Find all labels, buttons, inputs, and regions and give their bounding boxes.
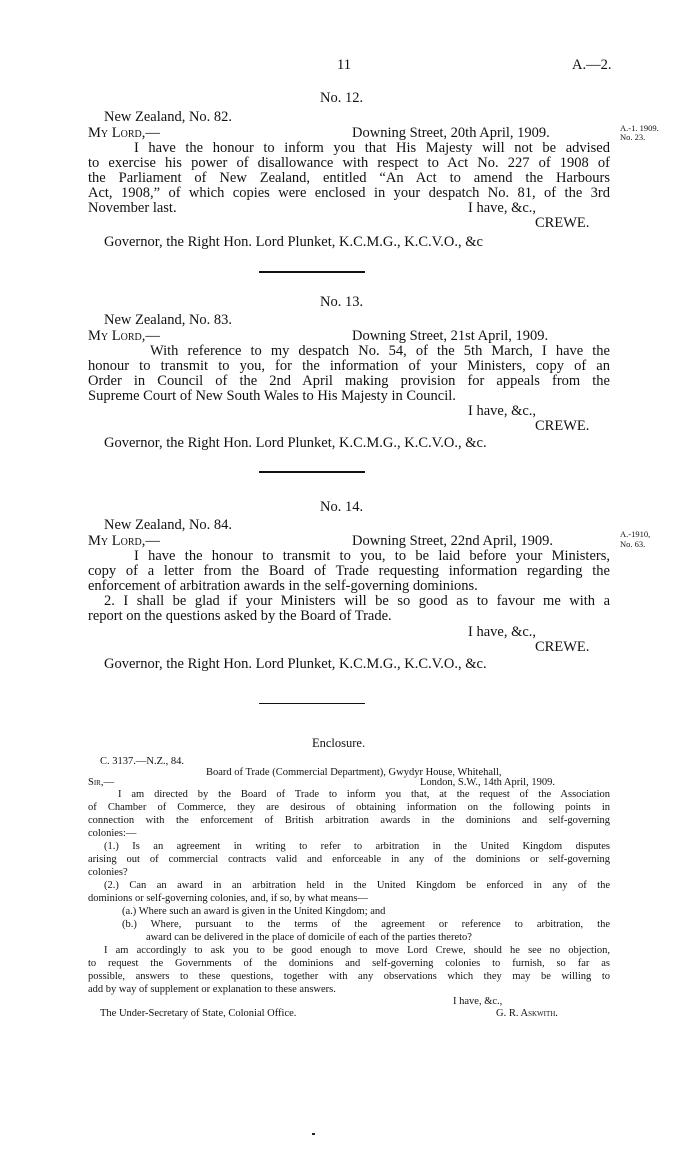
despatch-12-body-line: to exercise his power of disallowance with respect to Act No. 227 of 1908 of <box>88 155 610 171</box>
enclosure-question-2: (2.) Can an award in an arbitration held in the United Kingdom be enforced in any of the <box>104 880 610 891</box>
section-divider <box>259 271 365 273</box>
despatch-14-body-line: copy of a letter from the Board of Trade requesting information regarding the <box>88 563 610 579</box>
despatch-14-paragraph-2-last: report on the questions asked by the Board of Trade. <box>88 608 392 624</box>
despatch-12-addressee: Governor, the Right Hon. Lord Plunket, K.C.M.G., K.C.V.O., &c <box>104 234 483 250</box>
despatch-13-body-line: Order in Council of the 2nd April making provision for appeals from the <box>88 373 610 389</box>
despatch-12-body-line: the Parliament of New Zealand, entitled “An Act to amend the Harbours <box>88 170 610 186</box>
despatch-13-dateline: Downing Street, 21st April, 1909. <box>352 328 549 344</box>
enclosure-final-line: I am accordingly to ask you to be good enough to move Lord Crewe, should he see no objection, <box>104 945 610 956</box>
despatch-14-paragraph-2: 2. I shall be glad if your Ministers will be so good as to favour me with a <box>104 593 610 609</box>
enclosure-signature: G. R. Askwith. <box>496 1008 558 1019</box>
despatch-12-body-line: I have the honour to inform you that His Majesty will not be advised <box>134 140 610 156</box>
paper-reference: A.—2. <box>572 57 612 73</box>
despatch-13-closing: I have, &c., <box>468 403 537 419</box>
despatch-13-salutation: My Lord,— <box>88 328 160 344</box>
despatch-13-body-line: honour to transmit to you, for the information of your Ministers, copy of an <box>88 358 610 374</box>
despatch-14-closing: I have, &c., <box>468 624 537 640</box>
despatch-14-body-line: enforcement of arbitration awards in the self-governing dominions. <box>88 578 478 594</box>
despatch-14-margin-ref-2: No. 63. <box>620 539 646 549</box>
enclosure-body-line: colonies:— <box>88 828 137 839</box>
enclosure-question-2a: (a.) Where such an award is given in the United Kingdom; and <box>122 906 386 917</box>
despatch-12-body-line: Act, 1908,” of which copies were enclosed in your despatch No. 81, of the 3rd <box>88 185 610 201</box>
enclosure-addressee: The Under-Secretary of State, Colonial Office. <box>100 1008 297 1019</box>
despatch-12-signature: CREWE. <box>535 215 590 231</box>
enclosure-final-line: to request the Governments of the dominions and self-governing colonies to furnish, so far as <box>88 958 610 969</box>
despatch-14-nz-number: New Zealand, No. 84. <box>104 517 233 533</box>
enclosure-question-2b: (b.) Where, pursuant to the terms of the agreement or reference to arbitration, the <box>122 919 610 930</box>
despatch-12-nz-number: New Zealand, No. 82. <box>104 109 233 125</box>
enclosure-question-2-line: dominions or self-governing colonies, and, if so, by what means— <box>88 893 368 904</box>
despatch-14-dateline: Downing Street, 22nd April, 1909. <box>352 533 553 549</box>
enclosure-reference: C. 3137.—N.Z., 84. <box>100 756 184 767</box>
despatch-14-margin-ref-1: A.-1910, <box>620 529 651 539</box>
enclosure-final-line: possible, answers to these questions, together with any observations which they may be willing to <box>88 971 610 982</box>
despatch-12-last-line: November last. <box>88 200 177 216</box>
enclosure-body-line: connection with the enforcement of British arbitration awards in the dominions and self-governing <box>88 815 610 826</box>
despatch-14-body-line: I have the honour to transmit to you, to be laid before your Ministers, <box>134 548 610 564</box>
page-number: 11 <box>337 57 351 73</box>
despatch-14-title: No. 14. <box>320 499 364 515</box>
despatch-12-margin-ref-2: No. 23. <box>620 132 646 142</box>
despatch-13-signature: CREWE. <box>535 418 590 434</box>
despatch-13-body-line: With reference to my despatch No. 54, of the 5th March, I have the <box>150 343 610 359</box>
despatch-12-margin-ref-1: A.-1. 1909. <box>620 123 659 133</box>
despatch-12-salutation: My Lord,— <box>88 125 160 141</box>
enclosure-final-line: add by way of supplement or explanation to these answers. <box>88 984 336 995</box>
despatch-12-dateline: Downing Street, 20th April, 1909. <box>352 125 550 141</box>
despatch-13-last-line: Supreme Court of New South Wales to His Majesty in Council. <box>88 388 456 404</box>
enclosure-body-line: of Chamber of Commerce, they are desirous of obtaining information on the following points in <box>88 802 610 813</box>
despatch-12-closing: I have, &c., <box>468 200 537 216</box>
enclosure-salutation: Sir,— <box>88 777 114 788</box>
despatch-13-addressee: Governor, the Right Hon. Lord Plunket, K.C.M.G., K.C.V.O., &c. <box>104 435 487 451</box>
enclosure-question-1-line: arising out of commercial contracts valid and enforceable in any of the dominions or self-governing <box>88 854 610 865</box>
despatch-12-title: No. 12. <box>320 90 364 106</box>
enclosure-title: Enclosure. <box>312 736 366 750</box>
enclosure-closing: I have, &c., <box>453 996 503 1007</box>
despatch-13-nz-number: New Zealand, No. 83. <box>104 312 233 328</box>
enclosure-from-address: Board of Trade (Commercial Department), Gwydyr House, Whitehall, <box>206 767 502 778</box>
enclosure-question-1: (1.) Is an agreement in writing to refer to arbitration in the United Kingdom disputes <box>104 841 610 852</box>
section-divider <box>259 703 365 704</box>
despatch-14-salutation: My Lord,— <box>88 533 160 549</box>
enclosure-question-2b-line: award can be delivered in the place of domicile of each of the parties thereto? <box>146 932 472 943</box>
despatch-14-signature: CREWE. <box>535 639 590 655</box>
section-divider <box>259 471 365 473</box>
despatch-14-addressee: Governor, the Right Hon. Lord Plunket, K.C.M.G., K.C.V.O., &c. <box>104 656 487 672</box>
despatch-13-title: No. 13. <box>320 294 364 310</box>
enclosure-dateline: London, S.W., 14th April, 1909. <box>420 777 555 788</box>
enclosure-question-1-line: colonies? <box>88 867 128 878</box>
enclosure-body-line: I am directed by the Board of Trade to inform you that, at the request of the Association <box>118 789 610 800</box>
print-mark <box>312 1133 315 1135</box>
